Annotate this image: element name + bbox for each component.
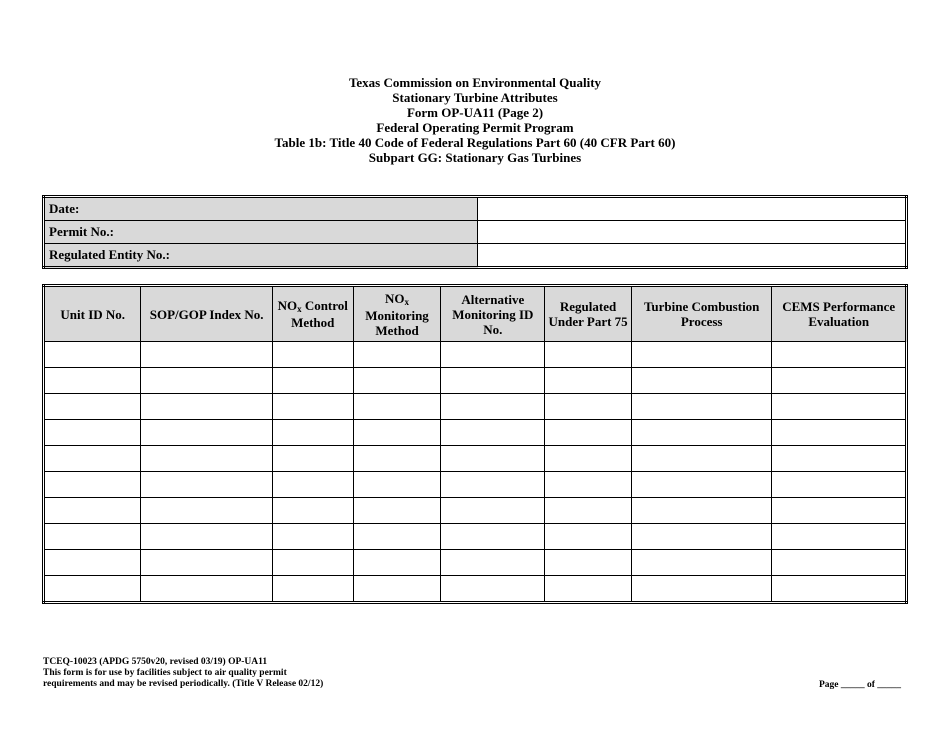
permit-label: Permit No.: [44, 221, 478, 244]
agency-title: Texas Commission on Environmental Quality [348, 75, 602, 90]
col-nox-monitoring-method: $NO_x$ Monitoring Method [353, 286, 441, 342]
form-footer [43, 657, 323, 690]
cell-unit-id[interactable] [44, 498, 141, 524]
form-revision: TCEQ-10023 (APDG 5750v20, revised 03/19) OP-UA11 [43, 657, 268, 667]
cell-alt-monitoring-id[interactable] [441, 368, 545, 394]
col-nox-control-method: $NO_x$ Control Method [272, 286, 353, 342]
cell-nox-monitoring-method[interactable] [353, 498, 441, 524]
cell-nox-control-method[interactable] [272, 394, 353, 420]
cell-nox-control-method[interactable] [272, 368, 353, 394]
table-row [44, 446, 907, 472]
cell-turbine-process[interactable] [631, 420, 771, 446]
turbine-attributes-table [42, 284, 908, 604]
cell-nox-control-method[interactable] [272, 550, 353, 576]
cell-turbine-process[interactable] [631, 394, 771, 420]
cell-nox-control-method[interactable] [272, 498, 353, 524]
cell-nox-monitoring-method[interactable] [353, 368, 441, 394]
cell-unit-id[interactable] [44, 368, 141, 394]
cell-cems-evaluation[interactable] [772, 576, 907, 603]
table-row [44, 420, 907, 446]
col-sop-gop-index: SOP/GOP Index No. [141, 286, 272, 342]
cell-sop-gop-index[interactable] [141, 420, 272, 446]
cell-nox-monitoring-method[interactable] [353, 342, 441, 368]
date-field[interactable] [478, 197, 907, 221]
cell-sop-gop-index[interactable] [141, 342, 272, 368]
cell-nox-monitoring-method[interactable] [353, 524, 441, 550]
cell-regulated-part75[interactable] [545, 550, 632, 576]
cell-nox-monitoring-method[interactable] [353, 420, 441, 446]
cell-regulated-part75[interactable] [545, 524, 632, 550]
cell-cems-evaluation[interactable] [772, 420, 907, 446]
cell-alt-monitoring-id[interactable] [441, 472, 545, 498]
cell-sop-gop-index[interactable] [141, 394, 272, 420]
cell-cems-evaluation[interactable] [772, 446, 907, 472]
date-row [44, 197, 907, 221]
cell-unit-id[interactable] [44, 550, 141, 576]
cell-alt-monitoring-id[interactable] [441, 420, 545, 446]
cell-regulated-part75[interactable] [545, 498, 632, 524]
cell-sop-gop-index[interactable] [141, 550, 272, 576]
date-label: Date: [44, 197, 478, 221]
program-name: Federal Operating Permit Program [376, 120, 574, 135]
col-unit-id: Unit ID No. [44, 286, 141, 342]
cell-unit-id[interactable] [44, 420, 141, 446]
cell-cems-evaluation[interactable] [772, 550, 907, 576]
cell-cems-evaluation[interactable] [772, 498, 907, 524]
cell-sop-gop-index[interactable] [141, 472, 272, 498]
cell-cems-evaluation[interactable] [772, 342, 907, 368]
subpart-title: Subpart GG: Stationary Gas Turbines [368, 150, 582, 165]
cell-nox-monitoring-method[interactable] [353, 472, 441, 498]
cell-turbine-process[interactable] [631, 550, 771, 576]
usage-note-2: requirements and may be revised periodically. (Title V Release 02/12) [43, 679, 324, 689]
cell-cems-evaluation[interactable] [772, 394, 907, 420]
col-cems-evaluation: CEMS Performance Evaluation [772, 286, 907, 342]
cell-unit-id[interactable] [44, 446, 141, 472]
entity-label: Regulated Entity No.: [44, 244, 478, 268]
cell-turbine-process[interactable] [631, 342, 771, 368]
form-header [0, 75, 950, 165]
form-number: Form OP-UA11 (Page 2) [406, 105, 544, 120]
table-row [44, 550, 907, 576]
cell-alt-monitoring-id[interactable] [441, 524, 545, 550]
cell-regulated-part75[interactable] [545, 576, 632, 603]
permit-info-table [42, 195, 908, 269]
cell-nox-monitoring-method[interactable] [353, 446, 441, 472]
cell-alt-monitoring-id[interactable] [441, 576, 545, 603]
cell-nox-control-method[interactable] [272, 524, 353, 550]
cell-unit-id[interactable] [44, 342, 141, 368]
cell-regulated-part75[interactable] [545, 420, 632, 446]
table-row [44, 368, 907, 394]
cell-turbine-process[interactable] [631, 576, 771, 603]
cell-unit-id[interactable] [44, 524, 141, 550]
cell-cems-evaluation[interactable] [772, 472, 907, 498]
cell-nox-control-method[interactable] [272, 420, 353, 446]
cell-alt-monitoring-id[interactable] [441, 550, 545, 576]
cell-turbine-process[interactable] [631, 524, 771, 550]
cell-nox-control-method[interactable] [272, 446, 353, 472]
cell-regulated-part75[interactable] [545, 342, 632, 368]
cell-nox-monitoring-method[interactable] [353, 550, 441, 576]
table-row [44, 498, 907, 524]
cell-alt-monitoring-id[interactable] [441, 342, 545, 368]
cell-regulated-part75[interactable] [545, 446, 632, 472]
permit-field[interactable] [478, 221, 907, 244]
cell-alt-monitoring-id[interactable] [441, 446, 545, 472]
entity-row [44, 244, 907, 268]
cell-turbine-process[interactable] [631, 472, 771, 498]
cell-cems-evaluation[interactable] [772, 368, 907, 394]
permit-row [44, 221, 907, 244]
cell-unit-id[interactable] [44, 576, 141, 603]
cell-regulated-part75[interactable] [545, 394, 632, 420]
cell-sop-gop-index[interactable] [141, 576, 272, 603]
cell-regulated-part75[interactable] [545, 368, 632, 394]
cell-nox-monitoring-method[interactable] [353, 576, 441, 603]
col-alt-monitoring-id: Alternative Monitoring ID No. [441, 286, 545, 342]
cell-turbine-process[interactable] [631, 368, 771, 394]
cell-nox-control-method[interactable] [272, 472, 353, 498]
column-header-row [44, 286, 907, 342]
cell-alt-monitoring-id[interactable] [441, 394, 545, 420]
cell-sop-gop-index[interactable] [141, 524, 272, 550]
cell-regulated-part75[interactable] [545, 472, 632, 498]
page-number: Page _____ of _____ [818, 680, 901, 690]
cell-turbine-process[interactable] [631, 446, 771, 472]
cell-sop-gop-index[interactable] [141, 368, 272, 394]
entity-field[interactable] [478, 244, 907, 268]
table-body [44, 342, 907, 603]
cell-cems-evaluation[interactable] [772, 524, 907, 550]
table-row [44, 524, 907, 550]
table-row [44, 576, 907, 603]
table-row [44, 394, 907, 420]
col-turbine-process: Turbine Combustion Process [631, 286, 771, 342]
cell-nox-monitoring-method[interactable] [353, 394, 441, 420]
table-title: Table 1b: Title 40 Code of Federal Regulations Part 60 (40 CFR Part 60) [274, 135, 676, 150]
cell-nox-control-method[interactable] [272, 342, 353, 368]
form-subject: Stationary Turbine Attributes [392, 90, 558, 105]
cell-sop-gop-index[interactable] [141, 498, 272, 524]
cell-unit-id[interactable] [44, 394, 141, 420]
cell-alt-monitoring-id[interactable] [441, 498, 545, 524]
col-regulated-part75: Regulated Under Part 75 [545, 286, 632, 342]
cell-sop-gop-index[interactable] [141, 446, 272, 472]
cell-unit-id[interactable] [44, 472, 141, 498]
table-row [44, 342, 907, 368]
cell-turbine-process[interactable] [631, 498, 771, 524]
cell-nox-control-method[interactable] [272, 576, 353, 603]
table-row [44, 472, 907, 498]
usage-note-1: This form is for use by facilities subject to air quality permit [43, 668, 287, 678]
